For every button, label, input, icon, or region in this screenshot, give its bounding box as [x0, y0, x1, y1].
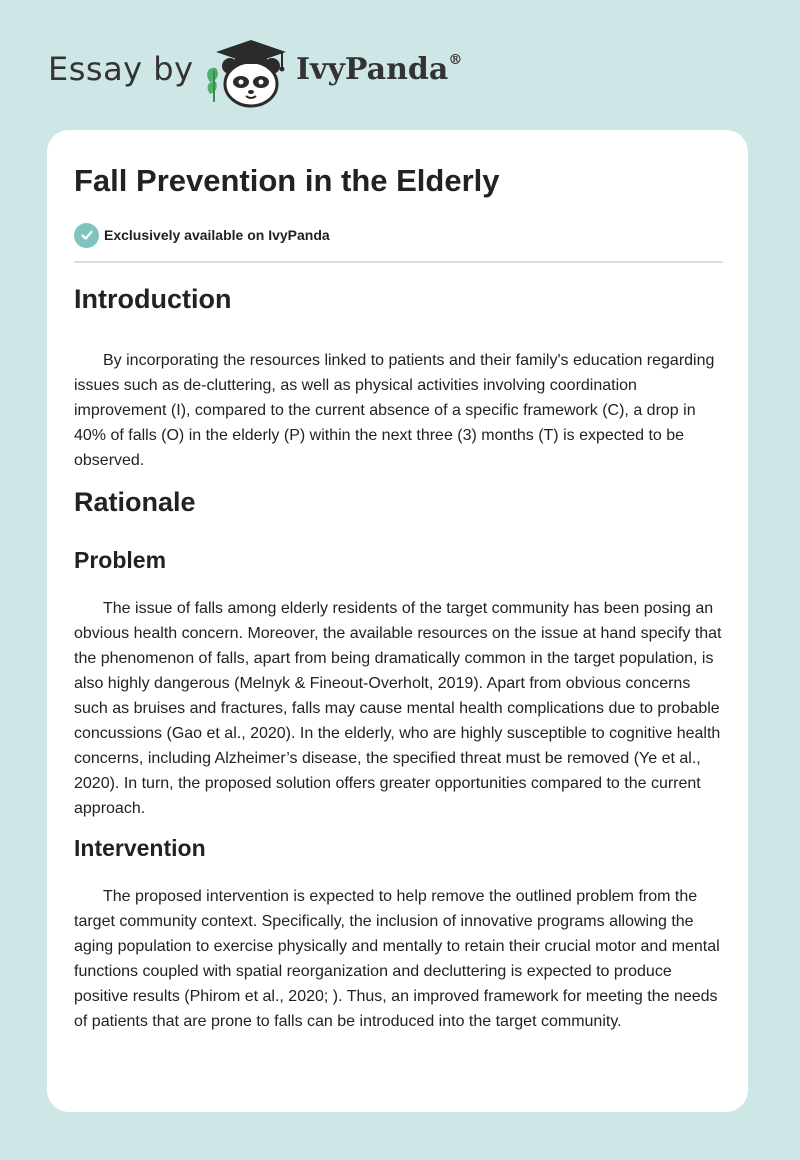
check-circle-icon [74, 223, 99, 248]
paragraph-intervention: The proposed intervention is expected to help remove the outlined problem from the target community context. Specifically, the inclusion of innovative programs allowing the aging population to exercise physically and mentally to retain their crucial motor and mental functions coupled with spatial reorganization and decluttering is expected to produce positive results (Phirom et al., 2020; ). Thus, an improved framework for meeting the needs of patients that are prone to falls can be introduced into the target community. [74, 888, 720, 1030]
essay-by-label: Essay by [48, 50, 194, 88]
site-header [48, 36, 548, 108]
essay-body [74, 280, 726, 1034]
exclusive-label: Exclusively available on IvyPanda [104, 227, 330, 243]
essay-card [47, 130, 748, 1112]
heading-introduction: Introduction [74, 284, 232, 314]
heading-rationale: Rationale [74, 487, 196, 517]
divider [74, 261, 723, 263]
paragraph-problem: The issue of falls among elderly residents of the target community has been posing an obvious health concern. Moreover, the available resources on the issue at hand specify that the phenomenon of falls, apart from being dramatically common in the target population, is also highly dangerous (Melnyk & Fineout-Overholt, 2019). Apart from obvious concerns such as bruises and fractures, falls may cause mental health complications due to probable concussions (Gao et al., 2020). In the elderly, who are highly susceptible to cognitive health concerns, including Alzheimer’s disease, the specified threat must be removed (Ye et al., 2020). In turn, the proposed solution offers greater opportunities compared to the current approach. [74, 600, 722, 817]
page-title: Fall Prevention in the Elderly [74, 163, 500, 198]
heading-problem: Problem [74, 547, 167, 573]
exclusive-badge [74, 222, 330, 248]
brand-text: IvyPanda [296, 52, 449, 87]
heading-intervention: Intervention [74, 835, 206, 861]
brand-name[interactable] [296, 52, 462, 87]
paragraph-introduction: By incorporating the resources linked to patients and their family's education regarding issues such as de-cluttering, as well as physical activities involving coordination improvement (I), compared to the current absence of a specific framework (C), a drop in 40% of falls (O) in the elderly (P) within the next three (3) months (T) is expected to be observed. [74, 352, 715, 469]
panda-graduate-icon[interactable] [202, 36, 294, 108]
registered-mark: ® [448, 52, 463, 68]
